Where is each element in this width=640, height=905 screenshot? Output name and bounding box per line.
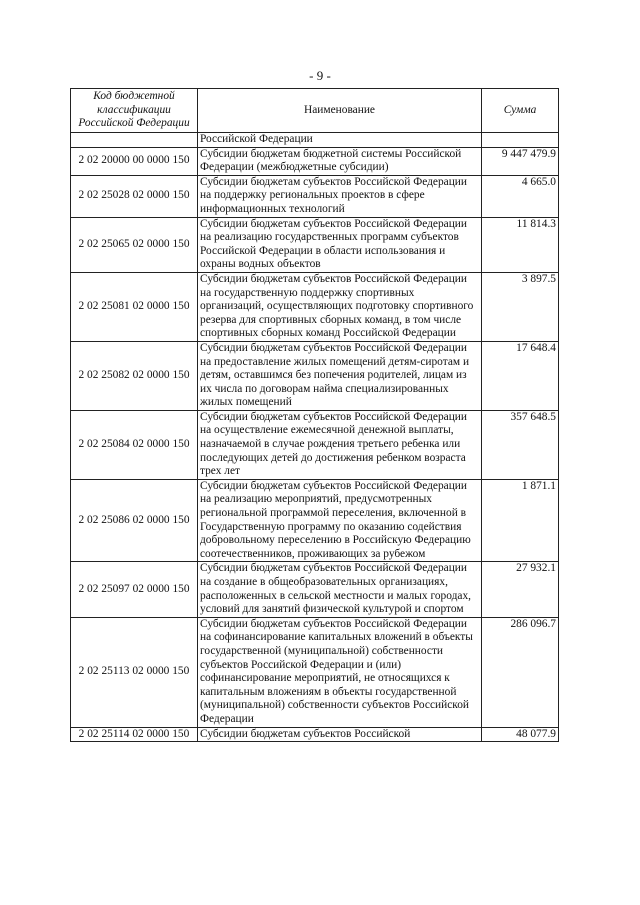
table-header-row <box>71 89 559 133</box>
cell-code: 2 02 20000 00 0000 150 <box>71 147 198 175</box>
header-sum: Сумма <box>482 89 559 133</box>
cell-code: 2 02 25114 02 0000 150 <box>71 727 198 742</box>
header-code: Код бюджетной классификации Российской Федерации <box>71 89 198 133</box>
cell-sum: 1 871.1 <box>482 479 559 562</box>
cell-sum <box>482 133 559 148</box>
table-row <box>71 562 559 617</box>
cell-code: 2 02 25084 02 0000 150 <box>71 410 198 479</box>
cell-sum: 9 447 479.9 <box>482 147 559 175</box>
cell-sum: 4 665.0 <box>482 175 559 217</box>
cell-code <box>71 133 198 148</box>
cell-name: Субсидии бюджетам субъектов Российской Федерации на реализацию государственных программ субъектов Российской Федерации в области использования и охраны водных объектов <box>198 217 482 272</box>
cell-name: Субсидии бюджетам субъектов Российской Федерации на реализацию мероприятий, предусмотренных региональной программой переселения, включенной в Государственную программу по оказанию содействия добровольному переселению в Российскую Федерацию соотечественников, проживающих за рубежом <box>198 479 482 562</box>
cell-code: 2 02 25028 02 0000 150 <box>71 175 198 217</box>
cell-name: Субсидии бюджетам субъектов Российской Федерации на осуществление ежемесячной денежной выплаты, назначаемой в случае рождения третьего ребенка или последующих детей до достижения ребенком возраста трех лет <box>198 410 482 479</box>
table-row <box>71 147 559 175</box>
table-row <box>71 617 559 727</box>
cell-name: Субсидии бюджетам субъектов Российской Федерации на поддержку региональных проектов в сфере информационных технологий <box>198 175 482 217</box>
table-row <box>71 479 559 562</box>
cell-name: Субсидии бюджетам субъектов Российской Федерации на создание в общеобразовательных организациях, расположенных в сельской местности и малых городах, условий для занятий физической культурой и спортом <box>198 562 482 617</box>
table-row <box>71 341 559 410</box>
cell-name: Субсидии бюджетам субъектов Российской Федерации на предоставление жилых помещений детям-сиротам и детям, оставшимся без попечения родителей, лицам из их числа по договорам найма специализированных жилых помещений <box>198 341 482 410</box>
cell-code: 2 02 25113 02 0000 150 <box>71 617 198 727</box>
cell-sum: 3 897.5 <box>482 272 559 341</box>
cell-sum: 48 077.9 <box>482 727 559 742</box>
cell-code: 2 02 25082 02 0000 150 <box>71 341 198 410</box>
cell-name: Субсидии бюджетам субъектов Российской <box>198 727 482 742</box>
table-row <box>71 410 559 479</box>
table-row <box>71 175 559 217</box>
table-row-continuation <box>71 133 559 148</box>
cell-name: Субсидии бюджетам субъектов Российской Федерации на софинансирование капитальных вложений в объекты государственной (муниципальной) собственности субъектов Российской Федерации и (или) софинансирование мероприятий, не относящихся к капитальным вложениям в объекты государственной (муниципальной) собственности субъектов Российской Федерации <box>198 617 482 727</box>
cell-code: 2 02 25065 02 0000 150 <box>71 217 198 272</box>
cell-name: Субсидии бюджетам субъектов Российской Федерации на государственную поддержку спортивных организаций, осуществляющих подготовку спортивного резерва для спортивных сборных команд, в том числе спортивных сборных команд Российской Федерации <box>198 272 482 341</box>
table-row <box>71 217 559 272</box>
cell-code: 2 02 25097 02 0000 150 <box>71 562 198 617</box>
cell-sum: 11 814.3 <box>482 217 559 272</box>
table-row <box>71 727 559 742</box>
budget-table <box>70 88 559 742</box>
cell-code: 2 02 25086 02 0000 150 <box>71 479 198 562</box>
cell-name: Российской Федерации <box>198 133 482 148</box>
table-row <box>71 272 559 341</box>
cell-code: 2 02 25081 02 0000 150 <box>71 272 198 341</box>
page-number: - 9 - <box>309 68 331 83</box>
cell-sum: 17 648.4 <box>482 341 559 410</box>
cell-sum: 357 648.5 <box>482 410 559 479</box>
cell-name: Субсидии бюджетам бюджетной системы Российской Федерации (межбюджетные субсидии) <box>198 147 482 175</box>
header-name: Наименование <box>198 89 482 133</box>
cell-sum: 27 932.1 <box>482 562 559 617</box>
cell-sum: 286 096.7 <box>482 617 559 727</box>
